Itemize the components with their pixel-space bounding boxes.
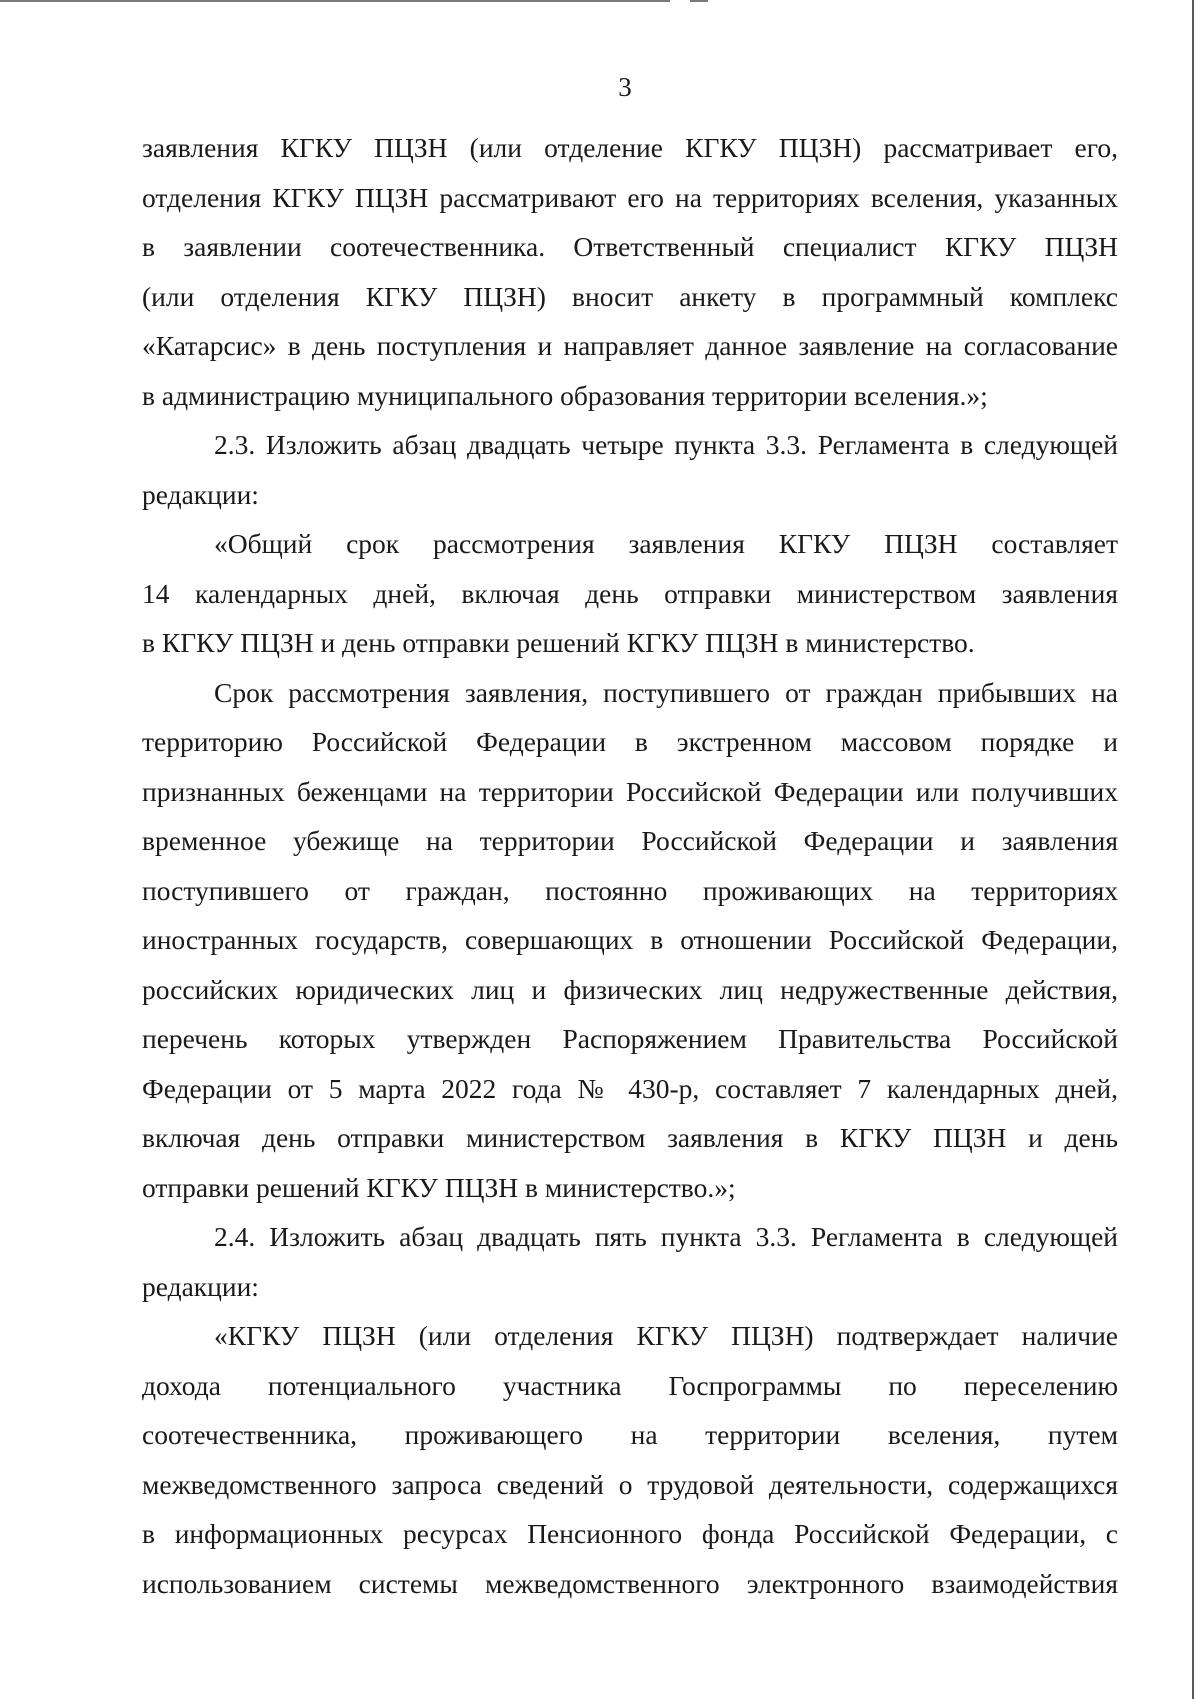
text-line: межведомственного запроса сведений о трудовой деятельности, содержащихся <box>142 1468 1118 1500</box>
text-line: в информационных ресурсах Пенсионного фонда Российской Федерации, с <box>142 1518 1118 1549</box>
text-line: редакции: <box>142 478 259 510</box>
text-line: в администрацию муниципального образования территории вселения.»; <box>142 379 988 411</box>
text-line: «Катарсис» в день поступления и направляет данное заявление на согласование <box>142 330 1118 361</box>
text-line: соотечественника, проживающего на территории вселения, путем <box>142 1419 1118 1450</box>
text-line: территорию Российской Федерации в экстренном массовом порядке и <box>142 726 1118 757</box>
text-line: иностранных государств, совершающих в отношении Российской Федерации, <box>142 924 1118 955</box>
text-line: Федерации от 5 марта 2022 года № 430-р, составляет 7 календарных дней, <box>142 1072 1118 1104</box>
text-line: заявления КГКУ ПЦЗН (или отделение КГКУ ПЦЗН) рассматривает его, <box>142 132 1118 163</box>
text-line: редакции: <box>142 1270 259 1302</box>
text-line: отделения КГКУ ПЦЗН рассматривают его на территориях вселения, указанных <box>142 181 1118 213</box>
text-line: «Общий срок рассмотрения заявления КГКУ ПЦЗН составляет <box>214 528 1118 559</box>
text-line: отправки решений КГКУ ПЦЗН в министерство.»; <box>142 1171 736 1203</box>
page-number: 3 <box>618 72 632 102</box>
text-line: «КГКУ ПЦЗН (или отделения КГКУ ПЦЗН) подтверждает наличие <box>214 1320 1118 1351</box>
document-body <box>142 123 1118 1608</box>
text-line: 2.4. Изложить абзац двадцать пять пункта 3.3. Регламента в следующей <box>214 1221 1118 1252</box>
scan-edge-top-mark <box>690 0 708 2</box>
text-line: временное убежище на территории Российской Федерации и заявления <box>142 825 1118 856</box>
text-line: российских юридических лиц и физических лиц недружественные действия, <box>142 973 1118 1005</box>
text-line: в КГКУ ПЦЗН и день отправки решений КГКУ ПЦЗН в министерство. <box>142 627 975 658</box>
scan-edge-right <box>1192 0 1194 1699</box>
text-line: (или отделения КГКУ ПЦЗН) вносит анкету в программный комплекс <box>142 280 1118 312</box>
text-line: 2.3. Изложить абзац двадцать четыре пункта 3.3. Регламента в следующей <box>214 429 1118 460</box>
text-line: перечень которых утвержден Распоряжением Правительства Российской <box>142 1023 1118 1054</box>
text-line: включая день отправки министерством заявления в КГКУ ПЦЗН и день <box>142 1122 1118 1153</box>
text-line: 14 календарных дней, включая день отправки министерством заявления <box>142 577 1118 609</box>
text-line: поступившего от граждан, постоянно проживающих на территориях <box>142 874 1118 906</box>
text-line: в заявлении соотечественника. Ответственный специалист КГКУ ПЦЗН <box>142 231 1118 262</box>
text-line: признанных беженцами на территории Российской Федерации или получивших <box>142 775 1118 807</box>
scan-edge-top <box>0 0 670 2</box>
text-line: использованием системы межведомственного электронного взаимодействия <box>142 1567 1118 1599</box>
text-line: Срок рассмотрения заявления, поступившего от граждан прибывших на <box>214 676 1118 708</box>
text-line: дохода потенциального участника Госпрограммы по переселению <box>142 1369 1118 1401</box>
